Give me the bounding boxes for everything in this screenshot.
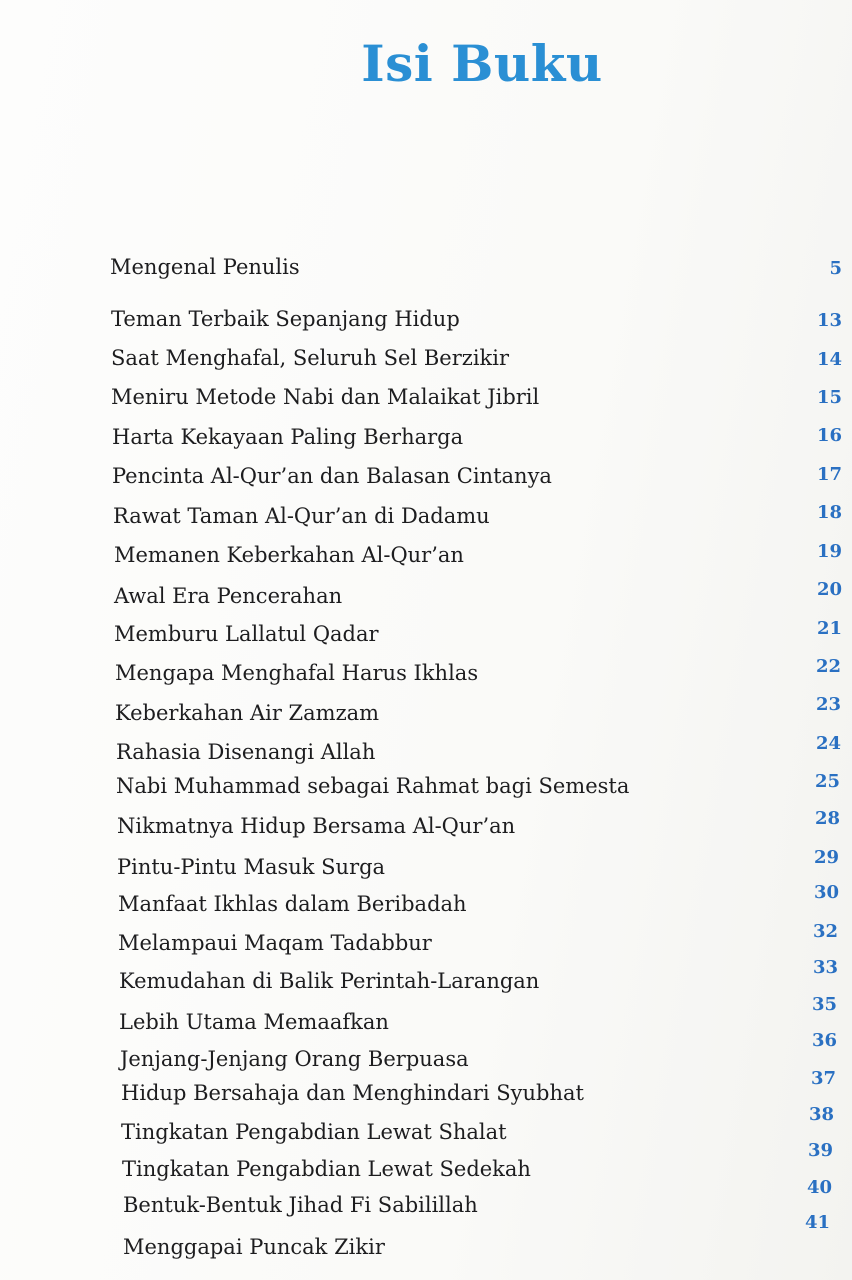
toc-entry-title: Nabi Muhammad sebagai Rahmat bagi Semesta (116, 774, 630, 798)
toc-entry-title: Tingkatan Pengabdian Lewat Sedekah (122, 1157, 531, 1181)
toc-entry-page-number: 16 (816, 425, 842, 446)
toc-entry-page-number: 14 (816, 349, 842, 370)
toc-entry-page-number: 13 (816, 310, 842, 331)
toc-entry-page-number: 41 (804, 1212, 830, 1233)
toc-entry-page-number: 5 (829, 258, 842, 279)
toc-entry-title: Keberkahan Air Zamzam (115, 701, 380, 725)
toc-entry-title: Nikmatnya Hidup Bersama Al-Qur’an (117, 814, 516, 838)
toc-entry-page-number: 24 (815, 733, 841, 754)
toc-entry-page-number: 40 (806, 1177, 832, 1198)
toc-entry-title: Saat Menghafal, Seluruh Sel Berzikir (111, 346, 510, 370)
toc-entry-title: Pintu-Pintu Masuk Surga (117, 855, 386, 879)
toc-entry-page-number: 36 (811, 1030, 837, 1051)
page-title: Isi Buku (361, 34, 603, 93)
toc-entry-title: Awal Era Pencerahan (114, 584, 343, 608)
toc-entry-title: Memanen Keberkahan Al-Qur’an (114, 543, 464, 567)
toc-entry-page-number: 18 (816, 502, 842, 523)
toc-entry-page-number: 35 (811, 994, 837, 1015)
toc-entry-title: Pencinta Al-Qur’an dan Balasan Cintanya (112, 464, 552, 488)
toc-entry-title: Memburu Lallatul Qadar (114, 622, 379, 646)
toc-entry-page-number: 30 (813, 882, 839, 903)
toc-entry-title: Mengenal Penulis (110, 255, 300, 279)
toc-entry-title: Tingkatan Pengabdian Lewat Shalat (121, 1120, 507, 1144)
toc-entry-page-number: 20 (816, 579, 842, 600)
toc-entry-title: Jenjang-Jenjang Orang Berpuasa (120, 1047, 469, 1071)
toc-entry-title: Rawat Taman Al-Qur’an di Dadamu (113, 504, 490, 528)
toc-entry-page-number: 28 (814, 808, 840, 829)
toc-entry-page-number: 19 (816, 541, 842, 562)
toc-entry-page-number: 17 (816, 464, 842, 485)
toc-entry-title: Teman Terbaik Sepanjang Hidup (111, 307, 460, 331)
toc-entry-title: Rahasia Disenangi Allah (116, 740, 376, 764)
toc-entry-title: Bentuk-Bentuk Jihad Fi Sabilillah (123, 1193, 478, 1217)
toc-entry-title: Kemudahan di Balik Perintah-Larangan (119, 969, 540, 993)
toc-entry-page-number: 23 (815, 694, 841, 715)
toc-entry-page-number: 37 (810, 1068, 836, 1089)
toc-entry-page-number: 21 (816, 618, 842, 639)
toc-entry-page-number: 25 (814, 771, 840, 792)
toc-entry-page-number: 22 (815, 656, 841, 677)
toc-entry-page-number: 39 (807, 1140, 833, 1161)
toc-entry-page-number: 29 (813, 847, 839, 868)
toc-entry-title: Lebih Utama Memaafkan (119, 1010, 389, 1034)
toc-entry-title: Mengapa Menghafal Harus Ikhlas (115, 661, 479, 685)
toc-entry-page-number: 33 (812, 957, 838, 978)
toc-entry-title: Manfaat Ikhlas dalam Beribadah (118, 892, 467, 916)
toc-entry-title: Meniru Metode Nabi dan Malaikat Jibril (111, 385, 540, 409)
toc-entry-page-number: 38 (808, 1104, 834, 1125)
toc-entry-title: Harta Kekayaan Paling Berharga (112, 425, 464, 449)
toc-entry-title: Menggapai Puncak Zikir (123, 1235, 385, 1259)
toc-entry-page-number: 15 (816, 387, 842, 408)
toc-entry-page-number: 32 (812, 921, 838, 942)
toc-entry-title: Hidup Bersahaja dan Menghindari Syubhat (121, 1081, 584, 1105)
toc-entry-title: Melampaui Maqam Tadabbur (118, 931, 432, 955)
